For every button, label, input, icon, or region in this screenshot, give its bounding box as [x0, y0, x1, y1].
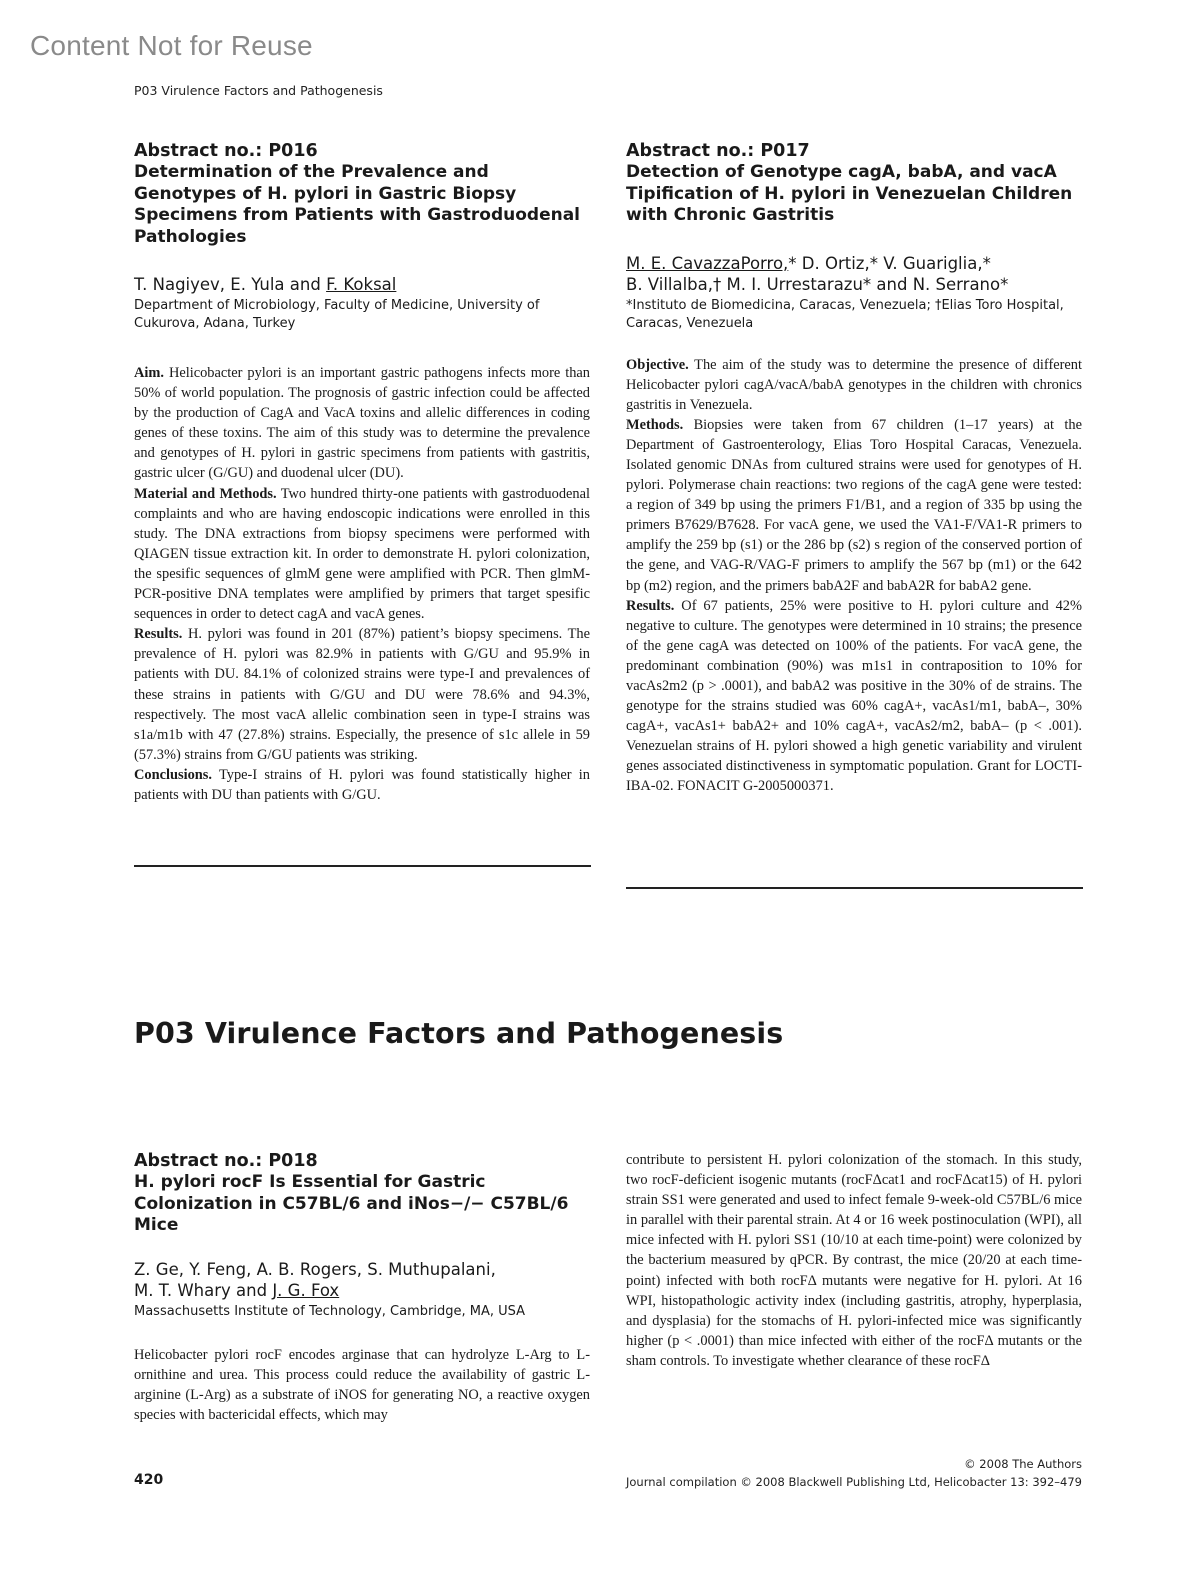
abstract-body-left: [134, 1345, 590, 1425]
corresponding-author: J. G. Fox: [272, 1280, 340, 1300]
copyright-line: © 2008 The Authors: [964, 1457, 1082, 1471]
paragraph-objective: Objective. The aim of the study was to determine the presence of different Helicobacter pylori cagA/vacA/babA genotypes in the children with chronics gastritis in Venezuela.: [626, 356, 1082, 413]
paragraph-results: Results. H. pylori was found in 201 (87%) patient’s biopsy specimens. The prevalence of H. pylori was 82.9% in patients with G/GU and 95.9% in patients with DU. 84.1% of colonized strains were type-I and prevalences of these strains in patients with G/GU and DU were 78.6% and 94.3%, respectively. The most vacA allelic combination seen in type-I strains was s1a/m1b with 47 (27.8%) strains. Especially, the presence of s1c allele in 59 (57.3%) strains from G/GU patients was striking.: [134, 626, 590, 763]
author-list: Z. Ge, Y. Feng, A. B. Rogers, S. Muthupalani, M. T. Whary and J. G. Fox: [134, 1259, 496, 1300]
abstract-p016: [134, 140, 590, 805]
abstract-number: Abstract no.: P016: [134, 141, 318, 161]
journal-footer: [626, 1455, 1082, 1491]
abstract-body: [134, 363, 590, 805]
abstract-title: Detection of Genotype cagA, babA, and vacA Tipification of H. pylori in Venezuelan Children with Chronic Gastritis: [626, 162, 1073, 225]
abstract-title: H. pylori rocF Is Essential for Gastric Colonization in C57BL/6 and iNos−/− C57BL/6 Mice: [134, 1172, 569, 1235]
corresponding-author: F. Koksal: [326, 275, 397, 294]
paragraph-continued: contribute to persistent H. pylori colonization of the stomach. In this study, two rocF-deficient isogenic mutants (rocFΔcat1 and rocFΔcat15) of H. pylori strain SS1 were generated and used to infect female 9-week-old C57BL/6 mice in parallel with their parental strain. At 4 or 16 week postinoculation (WPI), all mice infected with H. pylori SS1 (10/10 at each time-point) were colonized by the bacterium measured by qPCR. By contrast, the mice (20/20 at each time-point) infected with both rocFΔ mutants were negative for H. pylori. At 16 WPI, histopathologic activity index (including gastritis, atrophy, hyperplasia, and dysplasia) for the stomachs of H. pylori-infected mice was significantly higher (p < .0001) than mice infected with either of the rocFΔ mutants or the sham controls. To investigate whether clearance of these rocFΔ: [626, 1152, 1082, 1369]
paragraph-conclusions: Conclusions. Type-I strains of H. pylori was found statistically higher in patients with DU than patients with G/GU.: [134, 766, 590, 803]
paragraph-aim: Aim. Helicobacter pylori is an important gastric pathogens infects more than 50% of world population. The prognosis of gastric infection could be affected by the production of CagA and VacA toxins and allelic differences in coding genes of these toxins. The aim of this study was to determine the prevalence and genotypes of H. pylori in gastric specimens from patients with gastritis, gastric ulcer (G/GU) and duodenal ulcer (DU).: [134, 365, 590, 482]
author-list: M. E. CavazzaPorro,* D. Ortiz,* V. Guariglia,* B. Villalba,† M. I. Urrestarazu* and N. Serrano*: [626, 253, 1009, 294]
abstract-title: Determination of the Prevalence and Genotypes of H. pylori in Gastric Biopsy Specimens from Patients with Gastroduodenal Pathologies: [134, 162, 581, 247]
journal-line: Journal compilation © 2008 Blackwell Publishing Ltd, Helicobacter 13: 392–479: [625, 1475, 1082, 1489]
abstract-number: Abstract no.: P018: [134, 1151, 318, 1171]
abstract-p018: [134, 1150, 590, 1425]
watermark: Content Not for Reuse: [30, 30, 313, 61]
paragraph-methods: Material and Methods. Two hundred thirty-one patients with gastroduodenal complaints and who are having endoscopic indications were enrolled in this study. The DNA extractions from biopsy specimens were performed with QIAGEN tissue extraction kit. In order to demonstrate H. pylori colonization, the spesific sequences of glmM gene were amplified with PCR. Then glmM-PCR-positive DNA templates were amplified by primers that target spesific sequences in order to detect cagA and vacA genes.: [134, 485, 590, 623]
section-heading: P03 Virulence Factors and Pathogenesis: [134, 1017, 784, 1050]
corresponding-author: M. E. CavazzaPorro,: [626, 253, 789, 273]
running-head: P03 Virulence Factors and Pathogenesis: [134, 83, 383, 98]
abstract-number: Abstract no.: P017: [626, 141, 810, 161]
abstract-body: [626, 355, 1082, 797]
paragraph-methods: Methods. Biopsies were taken from 67 children (1–17 years) at the Department of Gastroenterology, Elias Toro Hospital Caracas, Venezuela. Isolated genomic DNAs from cultured strains were used for genotypes of H. pylori. Polymerase chain reactions: two regions of the cagA gene were tested: a region of 349 bp using the primers F1/B1, and a region of 335 bp using the primers B7629/B7628. For vacA gene, we used the VA1-F/VA1-R primers to amplify the 259 bp (s1) or the 286 bp (s2) s region of the conserved portion of the gene, and VAG-R/VAG-F primers to amplify the 567 bp (m1) or the 642 bp (m2) region, and the primers babA2F and babA2R for babA2 gene.: [626, 416, 1082, 594]
page-number: 420: [134, 1472, 164, 1488]
paragraph-intro: Helicobacter pylori rocF encodes arginase that can hydrolyze L-Arg to L-ornithine and urea. This process could reduce the availability of gastric L-arginine (L-Arg) as a substrate of iNOS for generating NO, a reactive oxygen species with bactericidal effects, which may: [134, 1346, 590, 1423]
abstract-body-right: [626, 1150, 1082, 1371]
author-list: T. Nagiyev, E. Yula and F. Koksal: [134, 275, 397, 294]
divider-p016: [134, 865, 591, 867]
affiliation: Department of Microbiology, Faculty of Medicine, University of Cukurova, Adana, Turkey: [134, 298, 540, 331]
affiliation: *Instituto de Biomedicina, Caracas, Venezuela; †Elias Toro Hospital, Caracas, Venezuela: [626, 297, 1064, 331]
paragraph-results: Results. Of 67 patients, 25% were positive to H. pylori culture and 42% negative to culture. The genotypes were determined in 10 strains; the presence of the gene cagA was detected on 100% of the patients. For vacA gene, the predominant combination (90%) was m1s1 in contraposition to 10% for vacAs2m2 (p > .0001), and babA2 was positive in the 30% of de strains. The genotype for the strains studied was 60% cagA+, vacAs1/m1, babA–, 30% cagA+, vacAs1+ babA2+ and 10% cagA+, vacAs2/m2, babA– (p < .001). Venezuelan strains of H. pylori showed a high genetic variability and virulent genes associated distinctiveness in symptomatic population. Grant for LOCTI-IBA-02. FONACIT G-2005000371.: [626, 597, 1082, 795]
abstract-p017: [626, 140, 1082, 797]
divider-p017: [626, 887, 1083, 889]
affiliation: Massachusetts Institute of Technology, Cambridge, MA, USA: [134, 1303, 526, 1319]
